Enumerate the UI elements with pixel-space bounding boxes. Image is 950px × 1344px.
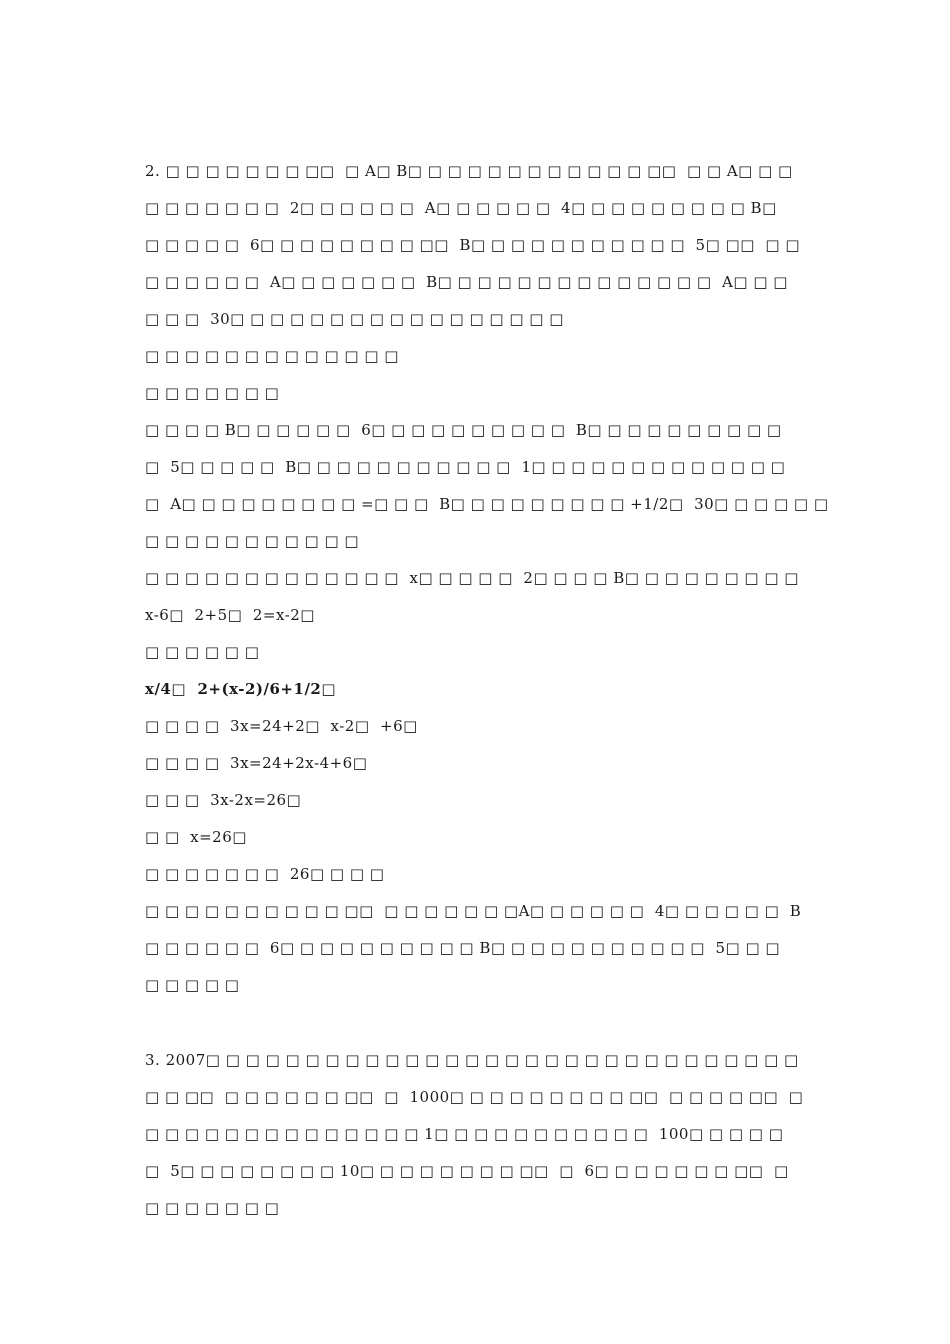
text-line: □ □ □ □ □ □ xyxy=(145,643,260,661)
equation-line: □ □ □ □ 3x=24+2□ x-2□ +6□ xyxy=(145,717,418,735)
text-line: □ □ □□ □ □ □ □ □ □ □□ □ 1000□ □ □ □ □ □ □ □ □ □□ □ □ □ □ □□ □ xyxy=(145,1088,804,1106)
text-line: □ □ □ □ □ □ □ □ □ □ □ □ □ □ 1□ □ □ □ □ □ □ □ □ □ □ 100□ □ □ □ □ xyxy=(145,1125,784,1143)
equation-line: x/4□ 2+(x-2)/6+1/2□ xyxy=(145,680,337,698)
text-line: □ □ □ □ □ 6□ □ □ □ □ □ □ □ □□ B□ □ □ □ □ □ □ □ □ □ □ 5□ □□ □ □ xyxy=(145,236,801,254)
text-line: □ □ □ □ □ □ □ □ □ □ □ xyxy=(145,532,360,550)
equation-line: □ □ □ 3x-2x=26□ xyxy=(145,791,302,809)
text-line: □ □ □ □ □ □ □ □ □ □ □□ □ □ □ □ □ □ □A□ □ □ □ □ □ 4□ □ □ □ □ □ B xyxy=(145,902,802,920)
text-line: □ A□ □ □ □ □ □ □ □ □ =□ □ □ B□ □ □ □ □ □ □ □ □ +1/2□ 30□ □ □ □ □ □ xyxy=(145,495,829,513)
text-line: □ □ □ □ □ □ □ □ □ □ □ □ □ xyxy=(145,347,399,365)
equation-line: □ □ □ □ 3x=24+2x-4+6□ xyxy=(145,754,368,772)
text-line: □ □ □ □ □ □ A□ □ □ □ □ □ □ B□ □ □ □ □ □ □ □ □ □ □ □ □ □ A□ □ □ xyxy=(145,273,788,291)
text-line: □ □ □ □ □ □ □ xyxy=(145,1199,280,1217)
text-line: □ □ □ □ □ □ □ □ □ □ □ □ □ x□ □ □ □ □ 2□ □ □ □ B□ □ □ □ □ □ □ □ □ xyxy=(145,569,799,587)
text-line: □ □ □ □ B□ □ □ □ □ □ 6□ □ □ □ □ □ □ □ □ □ B□ □ □ □ □ □ □ □ □ □ xyxy=(145,421,782,439)
text-line: □ □ □ 30□ □ □ □ □ □ □ □ □ □ □ □ □ □ □ □ □ xyxy=(145,310,564,328)
text-line: x-6□ 2+5□ 2=x-2□ xyxy=(145,606,315,624)
text-line: 2. □ □ □ □ □ □ □ □□ □ A□ B□ □ □ □ □ □ □ □ □ □ □ □ □□ □ □ A□ □ □ xyxy=(145,162,793,180)
text-line: □ □ □ □ □ □ □ xyxy=(145,384,280,402)
text-line: □ 5□ □ □ □ □ □ □ □ 10□ □ □ □ □ □ □ □ □□ □ 6□ □ □ □ □ □ □ □□ □ xyxy=(145,1162,789,1180)
text-line: □ □ □ □ □ □ □ 2□ □ □ □ □ □ A□ □ □ □ □ □ 4□ □ □ □ □ □ □ □ □ B□ xyxy=(145,199,777,217)
text-line: □ □ □ □ □ □ 6□ □ □ □ □ □ □ □ □ □ B□ □ □ □ □ □ □ □ □ □ □ 5□ □ □ xyxy=(145,939,781,957)
text-line: □ 5□ □ □ □ □ B□ □ □ □ □ □ □ □ □ □ □ 1□ □ □ □ □ □ □ □ □ □ □ □ □ xyxy=(145,458,786,476)
problem-3-heading: 3. 2007□ □ □ □ □ □ □ □ □ □ □ □ □ □ □ □ □ □ □ □ □ □ □ □ □ □ □ □ □ □ xyxy=(145,1051,799,1069)
answer-line: □ □ □ □ □ □ □ 26□ □ □ □ xyxy=(145,865,385,883)
text-line: □ □ □ □ □ xyxy=(145,976,240,994)
equation-line: □ □ x=26□ xyxy=(145,828,247,846)
